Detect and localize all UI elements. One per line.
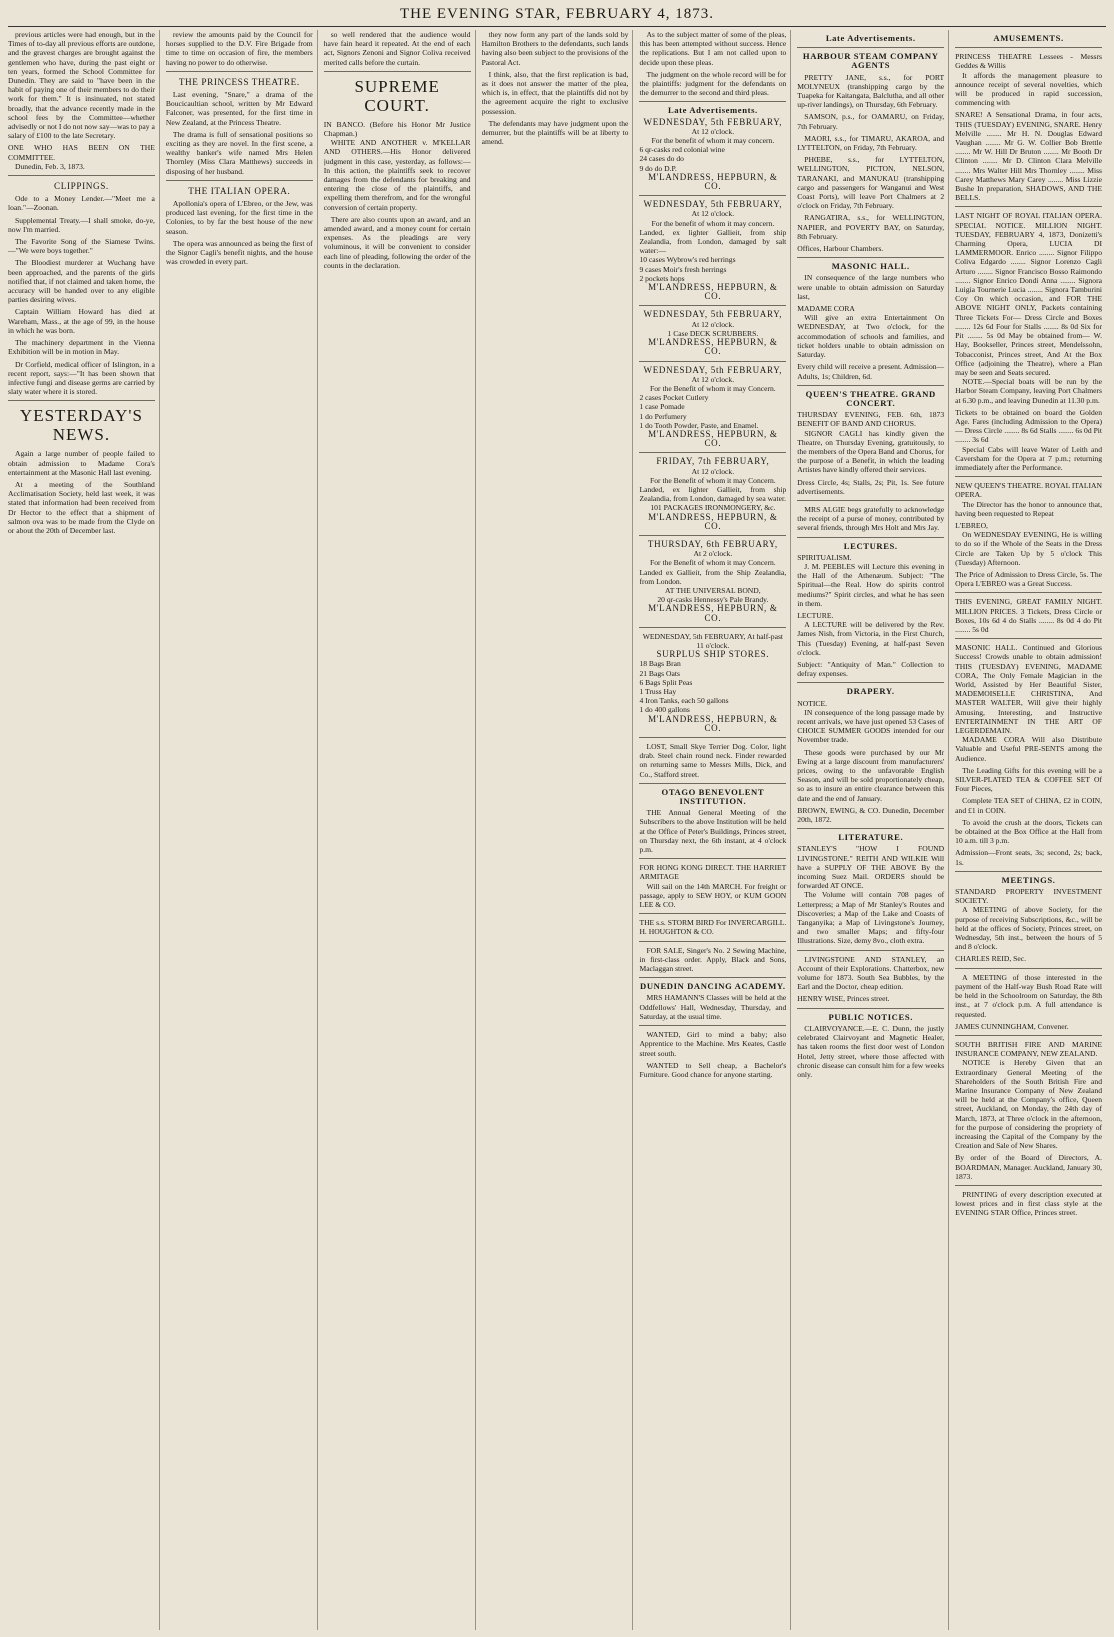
packets-line: Packets containing Three Tickets For— bbox=[955, 303, 1103, 322]
masonic-text: To avoid the crush at the doors, Tickets can be obtained at the Box Office at the Hall from 10 a.m. till 3 p.m. bbox=[955, 817, 1103, 846]
concert-prices: Dress Circle, 4s; Stalls, 2s; Pit, 1s. bbox=[797, 477, 909, 487]
letter-text: previous articles were had enough, but in the Times of to-day all previous efforts are outdone, and the gravest charges are brought against the gentlemen who have, during the past eight or ten years, formed the School Committee for Dunedin. They are said to "have been in the habit of paying one of their members to do their work for them." It is insinuated, not stated broadly, that the advance recently made in the school fees by the Committee—whether advisedly or not I do not now say—was to pay a salary of £100 to the late Secretary. bbox=[8, 30, 155, 141]
divider bbox=[8, 400, 155, 401]
court-text: WHITE AND ANOTHER v. M'KELLAR AND OTHERS.—His Honor delivered judgment in this case, yesterday, as follows:—In this action, the plaintiffs seek to recover damages from the defendants for breaking and entering the close of the plaintiffs, and expelling them therefrom, and for the wrongful conversion of certain property. bbox=[323, 138, 471, 212]
lecture-heading: LECTURE. bbox=[797, 610, 834, 620]
auctioneer: M'LANDRESS, HEPBURN, & CO. bbox=[648, 282, 778, 302]
last-night-heading: LAST NIGHT bbox=[955, 211, 1001, 221]
sale-item: 1 case Pomade bbox=[639, 402, 685, 412]
sale-date: WEDNESDAY, 5th FEBRUARY, At half-past 11 o'clock. bbox=[642, 631, 784, 650]
clipping-item: Ode to a Money Lender.—"Meet me a loan."—Zoonan. bbox=[8, 194, 155, 213]
offices-line: Offices, Harbour Chambers. bbox=[797, 244, 884, 254]
divider bbox=[639, 101, 786, 102]
cast-line: Raimondo ........ Signor Enrico Dondi bbox=[955, 266, 1103, 285]
special-notice: SPECIAL NOTICE. bbox=[955, 220, 1026, 230]
cast-line: Dr Bruton ........ Mr Booth bbox=[1009, 147, 1092, 157]
masonic-text: MADAME CORA Will also Distribute Valuable and Useful PRE-SENTS among the Audience. bbox=[955, 735, 1103, 763]
admission-price: The Price of Admission to Dress Circle, 5s. bbox=[955, 569, 1089, 579]
sale-date: THURSDAY, 6th FEBRUARY, bbox=[647, 538, 778, 549]
sale-notice bbox=[639, 118, 786, 192]
sale-item: 24 cases do do bbox=[639, 154, 684, 164]
masonic-text: Every child will receive a present. bbox=[797, 362, 902, 372]
opera-title: L'EBREO, bbox=[955, 520, 988, 530]
and-line: And bbox=[1088, 689, 1103, 699]
book-description: The Volume will contain 708 pages of Letterpress; a Map of Mr Stanley's Routes and Discoveries; a Map of the Lake and Coasts of Tanganyika; a Map of Livingstone's Journey, and two smaller Maps; and fifty-four Illustrations. Size, demy 8vo., cloth extra. bbox=[797, 890, 945, 946]
meeting-text: A MEETING of above Society, for the purpose of receiving Subscriptions, &c., will be held at the offices of Society, Princes street, on Wednesday, 5th inst., between the hours of 5 and 8 o'clock. bbox=[955, 905, 1103, 952]
masonic-text: Will give their highly Amusing, Interesting, and Instructive bbox=[955, 698, 1103, 717]
sale-note: For the Benefit of whom it may Concern. bbox=[650, 383, 776, 393]
play-date: THIS (TUESDAY) EVENING, bbox=[955, 119, 1052, 129]
ship-notice: MAORI, s.s., for TIMARU, AKAROA, and LYTTELTON, on Friday, 7th February. bbox=[797, 133, 945, 153]
lecture-collection: Collection to defray expenses. bbox=[797, 659, 945, 679]
performer-name: MASTER WALTER, bbox=[955, 698, 1023, 708]
ship-name: THE s.s. STORM BIRD bbox=[639, 918, 714, 928]
fare-price: Dress Circle ........ 8s 6d bbox=[964, 426, 1038, 436]
sale-item: 21 Bags Oats bbox=[639, 668, 680, 678]
obtained-line: May be obtained from— bbox=[1008, 331, 1090, 341]
divider bbox=[955, 47, 1102, 48]
divider bbox=[797, 47, 944, 48]
divider bbox=[166, 71, 313, 72]
sale-item: 1 Truss Hay bbox=[639, 687, 677, 696]
wanted-notice: WANTED, Girl to mind a baby; also Apprentice to the Machine. Mrs Keates, Castle street south. bbox=[639, 1030, 787, 1058]
column-3 bbox=[324, 30, 476, 1630]
concert-more: See future advertisements. bbox=[797, 477, 945, 496]
lost-dog-notice: LOST, Small Skye Terrier Dog. Color, light drab. Steel chain round neck. Finder rewarded on returning same to Messrs Mills, Dick, and Co., Stafford street. bbox=[639, 742, 787, 779]
clipping-item: The Favorite Song of the Siamese Twins.—"We were boys together." bbox=[8, 237, 155, 256]
ticket-price: Six for Pit ........ 5s 0d bbox=[955, 321, 1103, 341]
meeting-signature: CHARLES REID, Sec. bbox=[955, 954, 1027, 964]
queens-theatre-heading: QUEEN'S THEATRE. GRAND CONCERT. bbox=[805, 388, 936, 408]
court-text: The defendants may have judgment upon the demurrer, but the plaintiffs will be at liberty to amend. bbox=[481, 118, 629, 147]
book-supply: SUPPLY OF THE ABOVE bbox=[824, 862, 917, 872]
auctioneer: M'LANDRESS, HEPBURN, & CO. bbox=[648, 713, 778, 733]
ticket-price: Dress Circle and Boxes ........ 12s 6d bbox=[955, 312, 1102, 331]
dancing-academy-text: MRS HAMANN'S Classes will be held at the Oddfellows' Hall, Wednesday, Thursday, and Saturday, at the usual time. bbox=[639, 993, 787, 1021]
divider bbox=[955, 871, 1102, 872]
sale-notice bbox=[639, 200, 786, 301]
masonic-text: The Only Female Magician in the World, Assisted by Her Beautiful Sister, bbox=[955, 670, 1103, 689]
divider bbox=[639, 195, 786, 196]
court-text: There are also counts upon an award, and an amended award, and a money count for certain expenses. As the pleadings are very voluminous, it will be convenient to consider each line of pleading, following the order of the counts in the declaration. bbox=[323, 214, 471, 270]
news-item: Again a large number of people failed to obtain admission to Madame Cora's entertainment at the Masonic Hall last evening. bbox=[8, 449, 155, 477]
sale-date: WEDNESDAY, 5th FEBRUARY, bbox=[643, 116, 783, 127]
lecture-subject: Subject: "Antiquity of Man." bbox=[797, 659, 896, 669]
ticket-price: 4 do Pit ........ 5s 0d bbox=[955, 615, 1103, 634]
divider bbox=[955, 1185, 1102, 1186]
opera-company: ROYAL ITALIAN OPERA. bbox=[955, 481, 1103, 500]
letter-signature: ONE WHO HAS BEEN ON THE COMMITTEE. bbox=[8, 143, 155, 162]
divider bbox=[639, 913, 786, 914]
theatre-text: On WEDNESDAY EVENING, He is willing to do so if the Whole of the Seats in the Dress Circle are Taken Up by 5 o'clock This (Tuesday) Afternoon. bbox=[955, 530, 1103, 567]
otago-benevolent-heading: OTAGO BENEVOLENT INSTITUTION. bbox=[661, 786, 765, 807]
ship-notice: PHŒBE, s.s., for LYTTELTON, WELLINGTON, PICTON, NELSON, TARANAKI, and MANUKAU (transhipping cargo and passengers for Wanganui and West Coast Ports), will leave Port Chalmers at 2 o'clock on Friday, 7th February. bbox=[797, 155, 945, 211]
ticket-price: Four for Stalls ........ 8s 0d bbox=[995, 321, 1079, 331]
spiritualism-text: J. M. PEEBLES will Lecture this evening in the Hall of the Athenæum. Subject: "The Spiritual—the Real. How do spirits control mediums?" Spirit circles, and what he has seen in them. bbox=[797, 561, 945, 608]
auctioneer: M'LANDRESS, HEPBURN, & CO. bbox=[648, 511, 778, 531]
divider bbox=[797, 257, 944, 258]
cast-line: Lucia ........ Signora Tamburini Coy bbox=[955, 285, 1103, 304]
sale-notice bbox=[639, 540, 786, 623]
golden-age-line: Tickets to be obtained on board the Golden Age. bbox=[955, 407, 1103, 426]
review-text: Last evening, "Snare," a drama of the Boucicaultian school, written by Mr Edward Falconer, was presented, for the first time in New Zealand, at the Princess Theatre. bbox=[165, 90, 313, 127]
divider bbox=[797, 1008, 944, 1009]
sale-note: For the benefit of whom it may concern. bbox=[651, 136, 775, 146]
cabs-note: Special Cabs will leave Water of Leith and Caversham for the Opera at 7 p.m.; returning immediately after the Performance. bbox=[955, 444, 1103, 472]
meeting-text: NOTICE is Hereby Given that an Extraordinary General Meeting of the Shareholders of the South British Fire and Marine Insurance Company of New Zealand will be held at the Company's office, Queen street, Auckland, on Monday, the 24th day of March, 1873, at Three o'clock in the afternoon, for the purpose of considering the propriety of increasing the Capital of the Company by the Creation and Sale of New Shares. bbox=[955, 1058, 1103, 1151]
divider bbox=[955, 968, 1102, 969]
masonic-hall-heading: MASONIC HALL. bbox=[955, 643, 1018, 653]
court-judge: (Before his Honor Mr Justice Chapman.) bbox=[323, 119, 471, 139]
stanley-heading: STANLEY'S bbox=[797, 844, 837, 854]
drapery-text: These goods were purchased by our Mr Ewing at a large discount from manufacturers' prices, owing to the unfavorable English Season, and will be sold proportionately cheap, so as to insure an entire clearance between this date and the end of January. bbox=[797, 747, 945, 803]
preparation-line: In preparation, bbox=[977, 184, 1023, 194]
admission-prices: Admission—Adults, 1s; Children, 6d. bbox=[797, 362, 945, 381]
book-title: "HOW I FOUND LIVINGSTONE." bbox=[797, 844, 945, 863]
concert-date: THURSDAY EVENING, FEB. 6th, 1873 bbox=[797, 410, 945, 420]
article-text: review the amounts paid by the Council for horses supplied to the D.V. Fire Brigade from time to time on occasion of fire, the members having no power to do otherwise. bbox=[165, 30, 313, 67]
divider bbox=[797, 950, 944, 951]
sale-item: 2 cases Pocket Cutlery bbox=[639, 393, 709, 403]
column-1 bbox=[8, 30, 160, 1630]
wanted-notice: WANTED to Sell cheap, a Bachelor's Furniture. Good chance for anyone starting. bbox=[639, 1060, 787, 1079]
sale-item: 1 do 400 gallons bbox=[639, 705, 690, 715]
opera-title: LUCIA DI LAMMERMOOR. bbox=[955, 239, 1103, 258]
fare-price: Pit ........ 3s 6d bbox=[955, 426, 1103, 445]
letter-date: Dunedin, Feb. 3, 1873. bbox=[15, 161, 85, 171]
ship-notice: SAMSON, p.s., for OAMARU, on Friday, 7th February. bbox=[797, 112, 945, 131]
divider bbox=[955, 1035, 1102, 1036]
divider bbox=[639, 783, 786, 784]
clippings-heading: CLIPPINGS. bbox=[54, 181, 109, 192]
masonic-hall-heading: MASONIC HALL. bbox=[831, 261, 910, 272]
book-text: By the incoming Suez Mail. bbox=[797, 862, 945, 882]
court-text: The judgment on the whole record will be for the plaintiffs: judgment for the defendants on the demurrer to the second and third pleas. bbox=[639, 69, 787, 98]
supreme-court-heading: SUPREME COURT. bbox=[354, 76, 440, 115]
court-text: As to the subject matter of some of the pleas, this has been attempted without success. Hence the replications. But I am not called upon to decide upon these pleas. bbox=[639, 30, 787, 67]
masonic-text: IN THE ART OF LEGERDEMAIN. bbox=[955, 716, 1103, 736]
ship-agent: H. HOUGHTON & CO. bbox=[639, 927, 714, 937]
late-advertisements-heading: Late Advertisements. bbox=[667, 105, 758, 116]
divider bbox=[797, 828, 944, 829]
sale-time: At 12 o'clock. bbox=[691, 319, 735, 329]
theatre-text: It affords the management pleasure to announce receipt of several novelties, which will be produced in rapid succession, commencing with bbox=[955, 70, 1103, 108]
divider bbox=[639, 977, 786, 978]
sale-notice bbox=[639, 366, 786, 449]
notice-heading: NOTICE. bbox=[797, 698, 828, 708]
sale-time: At 12 o'clock. bbox=[691, 466, 735, 476]
book-list: LIVINGSTONE AND STANLEY, an Account of their Explorations. Chatterbox, new volume for 1873. South Sea Bubbles, by the Earl and the Doctor, cheap edition. bbox=[797, 954, 945, 992]
lecture-text: A LECTURE will be delivered by the Rev. James Nish, from Victoria, in the First Church, This (Tuesday) Evening, at half-past Seven o'clock. bbox=[797, 620, 945, 657]
book-text: Will have a bbox=[797, 853, 945, 872]
column-2 bbox=[166, 30, 318, 1630]
divider bbox=[8, 175, 155, 176]
court-text: they now form any part of the lands sold by Hamilton Brothers to the defendants, such lands having also been subject to the provisions of the Pastoral Act. bbox=[481, 30, 629, 67]
bookseller-signature: HENRY WISE, Princes street. bbox=[797, 994, 890, 1004]
auctioneer: M'LANDRESS, HEPBURN, & CO. bbox=[648, 337, 778, 357]
clipping-item: The Bloodiest murderer at Wuchang have been approached, and the parents of the girls notified that, if not claimed and taken home, the accuracy will be handed over to any eligible parties desiring wives. bbox=[8, 258, 155, 305]
cast-line: Dr Clinton ........ Mr D. Clinton bbox=[955, 147, 1103, 166]
sale-item: 10 cases Wybrow's red herrings bbox=[639, 255, 736, 265]
divider bbox=[639, 452, 786, 453]
sale-item: 4 Iron Tanks, each 50 gallons bbox=[639, 696, 729, 706]
opera-success: The Opera L'EBREO was a Great Success. bbox=[955, 569, 1103, 589]
sale-note: For the Benefit of whom it may Concern. bbox=[650, 475, 776, 485]
opera-company: ROYAL ITALIAN OPERA. bbox=[1014, 211, 1103, 221]
ship-text: Will sail on the 14th MARCH. For freight or passage, apply to SEW HOY, or KUM GOON LEE & CO. bbox=[639, 881, 787, 910]
million-prices: MILLION PRICES. bbox=[955, 606, 1018, 616]
divider bbox=[955, 476, 1102, 477]
ticket-price: 4 do Stalls ........ 8s 0d bbox=[1002, 615, 1074, 625]
surplus-heading: SURPLUS SHIP STORES. bbox=[656, 649, 770, 660]
divider bbox=[639, 1025, 786, 1026]
cast-line: Henry Melville ........ Mr H. N. Douglas bbox=[955, 119, 1102, 138]
performer-name: MADEMOISELLE CHRISTINA, bbox=[955, 689, 1074, 699]
ticket-sellers: W. Hay, Bookseller, Princes street, Mendelssohn, Tobacconist, Princes street, bbox=[955, 331, 1103, 359]
for-sale-notice: FOR SALE, Singer's No. 2 Sewing Machine, in first-class order. Apply, Black and Sons, Maclaggan street. bbox=[639, 945, 787, 974]
admission-prices: Admission—Front seats, 3s; second, 2s; back, 1s. bbox=[955, 848, 1103, 867]
acknowledgement-notice: MRS ALGIE begs gratefully to acknowledge the receipt of a purse of money, contributed by several friends, through Mrs Holt and Mrs Jay. bbox=[797, 504, 945, 533]
clipping-item: Supplemental Treaty.—I shall smoke, do-ye, now I'm married. bbox=[8, 215, 155, 234]
ship-notice: RANGATIRA, s.s., for WELLINGTON, NAPIER, and POVERTY BAY, on Saturday, 8th February. bbox=[797, 213, 945, 241]
review-text: The opera was announced as being the first of the Signor Cagli's benefit nights, and the house was crowded in every part. bbox=[165, 238, 313, 267]
performer-name: MADAME CORA bbox=[797, 304, 855, 314]
fares-heading: Fares (including Admission to the Opera)— bbox=[955, 416, 1103, 436]
concert-benefit: BENEFIT OF BAND AND CHORUS. bbox=[797, 419, 916, 429]
cast-line: Anna ........ Signora Luigia Tournerie bbox=[955, 275, 1103, 295]
masonic-text: Continued and Glorious Success! Crowds unable to obtain admission! bbox=[955, 643, 1103, 662]
sale-item: 6 Bags Split Peas bbox=[639, 677, 693, 687]
divider bbox=[797, 500, 944, 501]
sale-date: WEDNESDAY, 5th FEBRUARY, bbox=[643, 199, 783, 210]
sale-notice bbox=[639, 310, 786, 356]
theatre-text: The Director has the honor to announce that, having been requested to Repeat bbox=[955, 499, 1103, 518]
auctioneer: M'LANDRESS, HEPBURN, & CO. bbox=[648, 603, 778, 623]
sale-time: At 12 o'clock. bbox=[691, 126, 735, 136]
opera-description: Donizetti's Charming Opera, bbox=[955, 229, 1102, 249]
sale-notice bbox=[639, 457, 786, 531]
cast-line: Clara Melville ........ Mrs Walter Hill bbox=[955, 156, 1103, 175]
bookseller-name: REITH AND WILKIE bbox=[856, 853, 928, 863]
spiritualism-heading: SPIRITUALISM. bbox=[797, 552, 852, 562]
sale-time: At 2 o'clock. bbox=[693, 549, 733, 559]
sale-date: WEDNESDAY, 5th FEBRUARY, bbox=[643, 364, 783, 375]
play-subtitle: A Sensational Drama, in four acts, bbox=[986, 110, 1103, 120]
this-evening-heading: THIS EVENING, bbox=[955, 597, 1013, 607]
drapery-date: Dunedin, December 20th, 1872. bbox=[797, 805, 945, 825]
ship-notice: PRETTY JANE, s.s., for PORT MOLYNEUX (transhipping cargo by the Tuapeka for Kaitangata, Balclutha, and all other up-river landings), on Thursday, 6th February. bbox=[797, 72, 945, 110]
sale-item: AT THE UNIVERSAL BOND, bbox=[665, 585, 761, 595]
cast-line: Arturo ........ Signor Francisco Bosso bbox=[955, 266, 1069, 276]
meeting-text: A MEETING of those interested in the payment of the Half-way Bush Road Rate will be held in the Schoolroom on Saturday, the 8th inst., at 7 o'clock p.m. A full attendance is requested. bbox=[955, 972, 1103, 1019]
court-text: I think, also, that the first replication is bad, as it does not answer the matter of the plea, which is, in effect, that the plaintiffs did not by the agreement acquire the right to exclusive possession. bbox=[481, 69, 629, 116]
divider bbox=[324, 71, 471, 72]
fare-price: Stalls ........ 6s 0d bbox=[1039, 426, 1092, 436]
italian-opera-heading: THE ITALIAN OPERA. bbox=[188, 185, 291, 196]
column-7 bbox=[955, 30, 1106, 1630]
entertainment-heading: ENTERTAINMENT bbox=[955, 716, 1019, 726]
play-title: SNARE! bbox=[955, 110, 983, 120]
divider bbox=[955, 638, 1102, 639]
amusements-heading: AMUSEMENTS. bbox=[993, 33, 1064, 43]
masthead: THE EVENING STAR, FEBRUARY 4, 1873. bbox=[8, 6, 1106, 27]
clairvoyance-notice: CLAIRVOYANCE.—E. C. Dunn, the justly celebrated Clairvoyant and Magnetic Healer, has taken rooms the first door west of London Hotel, Jetty street, where those affected with chronic disease can consult him for a few weeks only. bbox=[797, 1023, 945, 1079]
masonic-text: The Leading Gifts for this evening will be a SILVER-PLATED TEA & COFFEE SET Of Four Pieces, bbox=[955, 765, 1103, 794]
sale-item: 1 Case DECK SCRUBBERS. bbox=[667, 328, 759, 338]
sale-item: 18 Bags Bran bbox=[639, 659, 681, 669]
clipping-item: Dr Corfield, medical officer of Islington, in a recent report, says:—"It has been shown that infective fungi and disease germs are carried by slaty water where it is stored. bbox=[8, 359, 155, 397]
masonic-text: IN consequence of the large numbers who were unable to obtain admission on Saturday last, bbox=[797, 273, 945, 301]
sale-item: 20 qr-casks Hennessy's Pale Brandy. bbox=[657, 595, 769, 605]
cast-line: Edgardo ........ Signor Lorenzo Cagli bbox=[980, 257, 1103, 267]
clipping-item: Captain William Howard has died at Wareham, Mass., at the age of 99, in the house in which he was born. bbox=[8, 307, 155, 335]
printing-notice: PRINTING of every description executed at lowest prices and in first class style at the EVENING STAR Office, Princes street. bbox=[955, 1189, 1103, 1218]
play-title: SNARE. bbox=[1054, 119, 1081, 129]
masonic-date: THIS (TUESDAY) EVENING, bbox=[955, 661, 1061, 671]
sale-item: 101 PACKAGES IRONMONGERY, &c. bbox=[650, 503, 776, 513]
play-title: THE BELLS. bbox=[955, 184, 1103, 203]
meeting-signature: JAMES CUNNINGHAM, Convener. bbox=[955, 1021, 1069, 1031]
sale-date: FRIDAY, 7th FEBRUARY, bbox=[656, 456, 770, 467]
book-orders: ORDERS should be forwarded AT ONCE. bbox=[797, 872, 945, 891]
sale-item: Landed, ex lighter Gallieit, from ship Zealandia, from London, damaged by salt water:— bbox=[639, 227, 787, 256]
divider bbox=[639, 627, 786, 628]
otago-benevolent-text: THE Annual General Meeting of the Subscribers to the above Institution will be held at the Office of Peter's Buildings, Princes street, on Thursday next, the 6th instant, at 4 o'clock p.m. bbox=[639, 808, 787, 855]
above-night-line: FOR THE ABOVE NIGHT ONLY, bbox=[955, 294, 1103, 313]
auctioneer: M'LANDRESS, HEPBURN, & CO. bbox=[648, 428, 778, 449]
hong-kong-heading: FOR HONG KONG DIRECT. bbox=[639, 863, 734, 873]
insurance-heading: SOUTH BRITISH FIRE AND MARINE INSURANCE COMPANY, NEW ZEALAND. bbox=[955, 1039, 1103, 1059]
ship-text: For INVERCARGILL. bbox=[715, 918, 787, 928]
yesterdays-news-heading: YESTERDAY'S NEWS. bbox=[19, 406, 143, 445]
box-office-line: And At the Box Office (adjoining the Theatre), where a Plan may be seen and Seats secured. bbox=[955, 349, 1103, 377]
million-night: MILLION NIGHT. bbox=[1035, 220, 1103, 230]
masonic-text: Will give an extra Entertainment On WEDNESDAY, at Two o'clock, for the accommodation of schools and families, and ticket holders unable to obtain admission on Saturday. bbox=[797, 313, 945, 360]
and-line: AND bbox=[1067, 184, 1085, 194]
theatre-name: NEW QUEEN'S THEATRE. bbox=[955, 481, 1043, 491]
society-heading: STANDARD PROPERTY INVESTMENT SOCIETY. bbox=[955, 887, 1103, 906]
sale-item: 6 qr-casks red colonial wine bbox=[639, 145, 725, 155]
sale-note: For the benefit of whom it may concern. bbox=[651, 218, 775, 228]
divider bbox=[797, 385, 944, 386]
boats-note: NOTE.—Special boats will be run by the Harbor Steam Company, leaving Port Chalmers at 6.30 p.m., and leaving Dunedin at 11.30 p.m. bbox=[955, 377, 1103, 405]
lessees: Lessees - Messrs Geddes & Willis bbox=[955, 52, 1102, 71]
divider bbox=[639, 941, 786, 942]
princess-theatre-heading: THE PRINCESS THEATRE. bbox=[178, 76, 300, 87]
opera-date: TUESDAY, FEBRUARY 4, 1873, bbox=[955, 229, 1066, 239]
column-4 bbox=[482, 30, 634, 1630]
meetings-heading: MEETINGS. bbox=[1001, 874, 1056, 885]
sale-item: 1 do Perfumery bbox=[639, 411, 687, 421]
drapery-text: IN consequence of the long passage made by recent arrivals, we have just opened 53 Cases of CHOICE SUMMER GOODS intended for our November trade. bbox=[797, 707, 945, 745]
sale-item: 9 cases Moir's fresh herrings bbox=[639, 264, 727, 274]
meeting-order: By order of the Board of Directors, bbox=[955, 1153, 1089, 1163]
sale-item: 9 do do D.P. bbox=[639, 163, 677, 173]
cast-line: Mary Carey ........ Miss Lizzie Bushe bbox=[955, 174, 1103, 194]
column-6 bbox=[797, 30, 949, 1630]
column-5 bbox=[639, 30, 791, 1630]
cast-line: Bob Brettle ........ Mr W. Hill bbox=[955, 138, 1103, 157]
sale-time: At 12 o'clock. bbox=[691, 209, 735, 219]
public-notices-heading: PUBLIC NOTICES. bbox=[828, 1011, 913, 1022]
divider bbox=[639, 858, 786, 859]
sale-time: At 12 o'clock. bbox=[691, 374, 735, 384]
surplus-stores-notice bbox=[639, 632, 786, 733]
meeting-signature: A. BOARDMAN, Manager. bbox=[955, 1153, 1103, 1172]
divider bbox=[639, 535, 786, 536]
divider bbox=[639, 737, 786, 738]
of-line: OF bbox=[1002, 211, 1013, 221]
cast-line: Mrs Thornley ........ Miss Carey Matthews bbox=[955, 165, 1103, 184]
occasion-line: On which occasion, and bbox=[974, 294, 1061, 304]
literature-heading: LITERATURE. bbox=[838, 832, 904, 843]
cast-line: Edward Vaughan ........ Mr G. W. Collier bbox=[955, 128, 1103, 148]
lectures-heading: LECTURES. bbox=[843, 540, 898, 551]
columns bbox=[8, 30, 1106, 1630]
divider bbox=[797, 682, 944, 683]
sale-note: For the Benefit of whom it may Concern. bbox=[650, 558, 776, 568]
divider bbox=[166, 180, 313, 181]
sale-item: 2 pockets hops bbox=[639, 273, 685, 283]
drapery-heading: DRAPERY. bbox=[846, 686, 895, 697]
theatre-name: PRINCESS THEATRE bbox=[955, 52, 1032, 62]
court-subheading: IN BANCO. bbox=[323, 119, 366, 129]
ship-name: THE HARRIET ARMITAGE bbox=[639, 863, 787, 882]
divider bbox=[639, 361, 786, 362]
article-text: so well rendered that the audience would have fain heard it repeated. At the end of each act, Signors Zenoni and Signor Coliva received merited calls before the curtain. bbox=[323, 30, 471, 67]
sale-item: 1 do Tooth Powder, Paste, and Enamel. bbox=[639, 420, 759, 430]
late-advertisements-heading: Late Advertisements. bbox=[825, 33, 916, 43]
performer-name: MADAME CORA, bbox=[955, 661, 1103, 680]
cast-line: Enrico ........ Signor Filippo Coliva bbox=[955, 248, 1103, 267]
divider bbox=[955, 206, 1102, 207]
dancing-academy-heading: DUNEDIN DANCING ACADEMY. bbox=[640, 981, 786, 992]
review-text: The drama is full of sensational positions so exciting as they are novel. In the first scene, a wealthy banker's wife named Mrs Helen Thornley (Miss Clara Matthews) succeeds in disposing of her husband. bbox=[165, 129, 313, 176]
family-night: GREAT FAMILY NIGHT. bbox=[1016, 597, 1103, 607]
sale-date: WEDNESDAY, 5th FEBRUARY, bbox=[643, 309, 783, 320]
drapery-signature: BROWN, EWING, & CO. bbox=[797, 805, 881, 815]
review-text: Apollonia's opera of L'Ebreo, or the Jew, was produced last evening, for the first time in the Colonies, to by far the best house of the new season. bbox=[165, 199, 313, 236]
concert-text: SIGNOR CAGLI has kindly given the Theatre, on Thursday Evening, gratuitously, to the members of the Opera Band and Chorus, for the purpose of a Benefit, in which the leading Artistes have kindly offered their services. bbox=[797, 428, 945, 475]
divider bbox=[639, 305, 786, 306]
sale-item: Landed ex Gallieit, from the Ship Zealandia, from London. bbox=[639, 567, 787, 586]
divider bbox=[797, 537, 944, 538]
sale-item: Landed, ex lighter Gallieit, from ship Zealandia, from London, damaged by sea water. bbox=[639, 484, 787, 504]
clipping-item: The machinery department in the Vienna Exhibition will be in motion in May. bbox=[8, 338, 155, 357]
meeting-date: Auckland, January 30, 1873. bbox=[955, 1162, 1103, 1181]
news-item: At a meeting of the Southland Acclimatisation Society, held last week, it was stated that information had been received from Dr Hector to the effect that a shipment of salmon ova was to be made from the Clyde on or about the 20th of December last. bbox=[8, 479, 155, 535]
ticket-price: 3 Tickets, Dress Circle or Boxes, 10s 6d bbox=[955, 606, 1102, 625]
divider bbox=[955, 592, 1102, 593]
masonic-text: Complete TEA SET of CHINA, £2 in COIN, and £1 in COIN. bbox=[955, 796, 1103, 815]
harbour-steam-heading: HARBOUR STEAM COMPANY AGENTS bbox=[802, 51, 939, 71]
play-title: SHADOWS, bbox=[1025, 184, 1066, 194]
auctioneer: M'LANDRESS, HEPBURN, & CO. bbox=[648, 171, 778, 192]
